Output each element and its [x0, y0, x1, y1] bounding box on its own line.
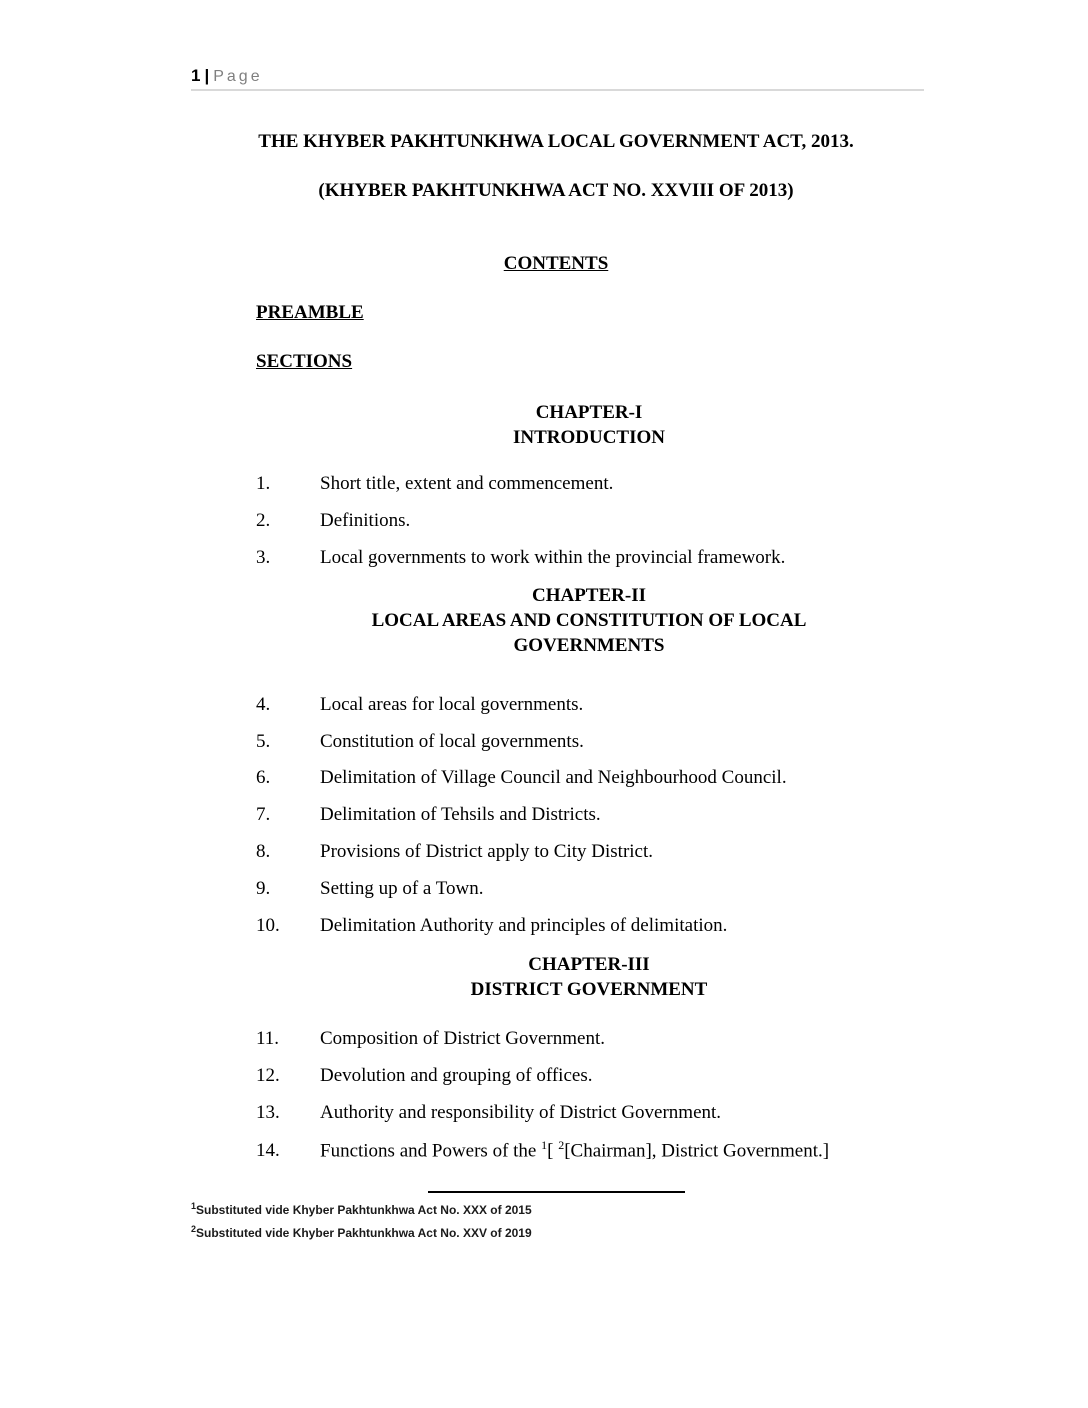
toc-item: [256, 473, 613, 495]
item-text: Delimitation Authority and principles of delimitation.: [320, 915, 728, 936]
toc-item: [256, 694, 583, 716]
footnote-2: [191, 1224, 532, 1240]
item-number: 4.: [256, 694, 271, 715]
footnote-mark: 2: [191, 1224, 197, 1234]
page-header: [191, 66, 263, 86]
item-text: Local governments to work within the provincial framework.: [320, 547, 786, 568]
toc-item: [256, 510, 410, 532]
header-separator: |: [204, 66, 210, 85]
item-number: 6.: [256, 767, 271, 788]
item-text-b: [: [547, 1140, 559, 1162]
footnote-ref-1[interactable]: 1: [541, 1138, 548, 1152]
header-rule: [191, 89, 924, 91]
footnote-1: [191, 1201, 532, 1217]
toc-item: [256, 1102, 721, 1124]
chapter-title-cont: GOVERNMENTS: [513, 635, 665, 656]
item-text-c: [Chairman], District Government.]: [564, 1140, 830, 1162]
item-text: Setting up of a Town.: [320, 878, 484, 899]
item-text: Definitions.: [320, 510, 411, 531]
toc-item: [256, 547, 785, 569]
item-number: 5.: [256, 731, 271, 752]
toc-item: [256, 731, 584, 753]
toc-item: [256, 1138, 829, 1162]
item-number: 11.: [256, 1028, 280, 1049]
chapter-2-heading: [256, 583, 922, 658]
chapter-title: INTRODUCTION: [512, 427, 666, 448]
toc-item: [256, 804, 601, 826]
chapter-1-heading: [256, 400, 922, 450]
footnote-text: Substituted vide Khyber Pakhtunkhwa Act No. XXV of 2019: [196, 1226, 532, 1240]
item-number: 1.: [256, 473, 271, 494]
toc-item: [256, 915, 727, 937]
chapter-title: DISTRICT GOVERNMENT: [470, 979, 708, 1000]
footnote-ref-2[interactable]: 2: [558, 1138, 565, 1152]
item-text: Devolution and grouping of offices.: [320, 1065, 593, 1086]
footnote-separator: [428, 1191, 685, 1193]
item-number: 14.: [256, 1140, 280, 1162]
item-number: 9.: [256, 878, 271, 899]
item-number: 13.: [256, 1102, 280, 1123]
toc-item: [256, 1028, 605, 1050]
document-title: THE KHYBER PAKHTUNKHWA LOCAL GOVERNMENT ACT, 2013.: [258, 131, 854, 152]
item-number: 7.: [256, 804, 271, 825]
item-text: Composition of District Government.: [320, 1028, 605, 1049]
chapter-title: LOCAL AREAS AND CONSTITUTION OF LOCAL: [371, 610, 807, 631]
chapter-number: CHAPTER-II: [531, 585, 646, 606]
chapter-number: CHAPTER-I: [535, 402, 643, 423]
item-text: Delimitation of Village Council and Neighbourhood Council.: [320, 767, 787, 788]
chapter-3-heading: [256, 952, 922, 1002]
item-text: Short title, extent and commencement.: [320, 473, 614, 494]
sections-heading: SECTIONS: [256, 351, 353, 372]
item-number: 12.: [256, 1065, 280, 1086]
item-text: Provisions of District apply to City District.: [320, 841, 654, 862]
preamble-heading: PREAMBLE: [256, 302, 364, 323]
page-number: 1: [191, 66, 201, 85]
footnote-text: Substituted vide Khyber Pakhtunkhwa Act No. XXX of 2015: [196, 1203, 532, 1217]
item-text: Local areas for local governments.: [320, 694, 584, 715]
footnote-mark: 1: [191, 1201, 197, 1211]
page-label: Page: [213, 68, 263, 85]
item-number: 10.: [256, 915, 280, 936]
contents-heading: CONTENTS: [503, 253, 609, 274]
chapter-number: CHAPTER-III: [528, 954, 650, 975]
item-number: 3.: [256, 547, 271, 568]
toc-item: [256, 1065, 592, 1087]
toc-item: [256, 878, 484, 900]
item-text-a: Functions and Powers of the: [320, 1140, 542, 1162]
document-subtitle: (KHYBER PAKHTUNKHWA ACT NO. XXVIII OF 2013): [318, 180, 794, 201]
toc-item: [256, 841, 653, 863]
toc-item: [256, 767, 787, 789]
item-number: 8.: [256, 841, 271, 862]
item-text: Constitution of local governments.: [320, 731, 584, 752]
item-number: 2.: [256, 510, 271, 531]
item-text: Authority and responsibility of District Government.: [320, 1102, 722, 1123]
item-text: Delimitation of Tehsils and Districts.: [320, 804, 601, 825]
